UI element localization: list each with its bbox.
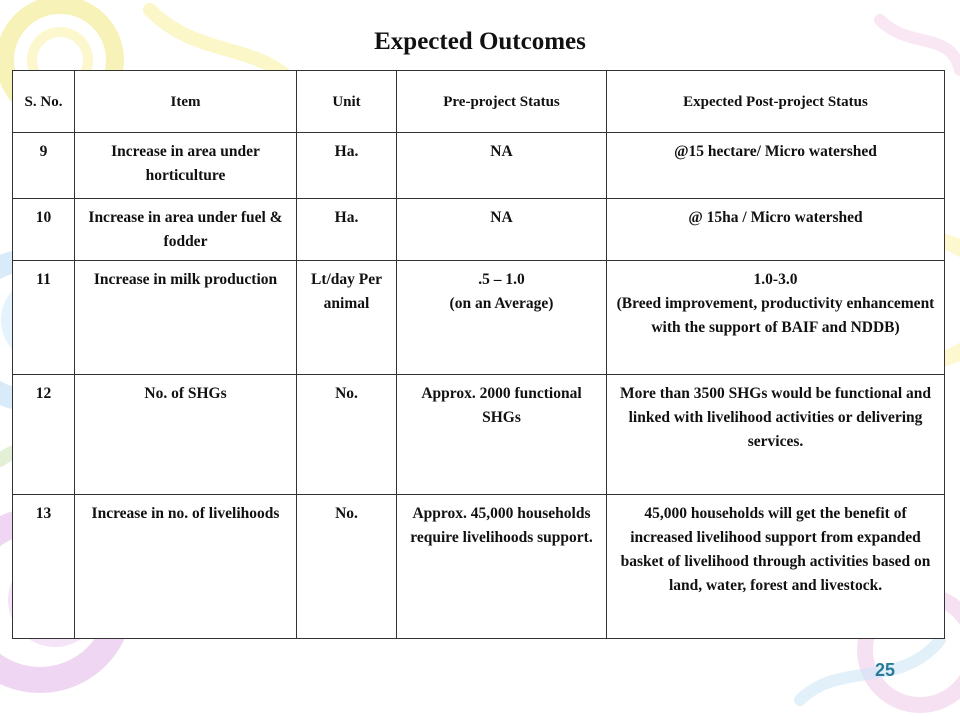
cell-post: @15 hectare/ Micro watershed (607, 133, 945, 199)
cell-item: Increase in area under fuel & fodder (75, 199, 297, 261)
header-pre-status: Pre-project Status (397, 71, 607, 133)
cell-post: 1.0-3.0 (Breed improvement, productivity enhancement with the support of BAIF and NDDB) (607, 261, 945, 375)
cell-sno: 13 (13, 495, 75, 639)
header-post-status: Expected Post-project Status (607, 71, 945, 133)
cell-item: Increase in no. of livelihoods (75, 495, 297, 639)
cell-sno: 12 (13, 375, 75, 495)
table-row (13, 495, 945, 639)
cell-unit: Ha. (297, 199, 397, 261)
table-header-row (13, 71, 945, 133)
cell-post: More than 3500 SHGs would be functional and linked with livelihood activities or delivering services. (607, 375, 945, 495)
cell-unit: No. (297, 375, 397, 495)
header-item: Item (75, 71, 297, 133)
cell-post: 45,000 households will get the benefit of increased livelihood support from expanded basket of livelihood through activities based on land, water, forest and livestock. (607, 495, 945, 639)
cell-pre: .5 – 1.0 (on an Average) (397, 261, 607, 375)
table-row (13, 375, 945, 495)
cell-pre: NA (397, 133, 607, 199)
table-row (13, 199, 945, 261)
slide-title: Expected Outcomes (374, 28, 586, 55)
cell-post: @ 15ha / Micro watershed (607, 199, 945, 261)
cell-unit: No. (297, 495, 397, 639)
cell-unit: Ha. (297, 133, 397, 199)
outcomes-table (12, 70, 945, 639)
cell-pre: Approx. 45,000 households require livelihoods support. (397, 495, 607, 639)
cell-item: Increase in area under horticulture (75, 133, 297, 199)
cell-unit: Lt/day Per animal (297, 261, 397, 375)
cell-item: Increase in milk production (75, 261, 297, 375)
header-unit: Unit (297, 71, 397, 133)
cell-pre: NA (397, 199, 607, 261)
page-number: 25 (875, 660, 896, 680)
header-sno: S. No. (13, 71, 75, 133)
cell-sno: 9 (13, 133, 75, 199)
cell-sno: 10 (13, 199, 75, 261)
table-row (13, 133, 945, 199)
table-row (13, 261, 945, 375)
cell-sno: 11 (13, 261, 75, 375)
cell-pre: Approx. 2000 functional SHGs (397, 375, 607, 495)
cell-item: No. of SHGs (75, 375, 297, 495)
